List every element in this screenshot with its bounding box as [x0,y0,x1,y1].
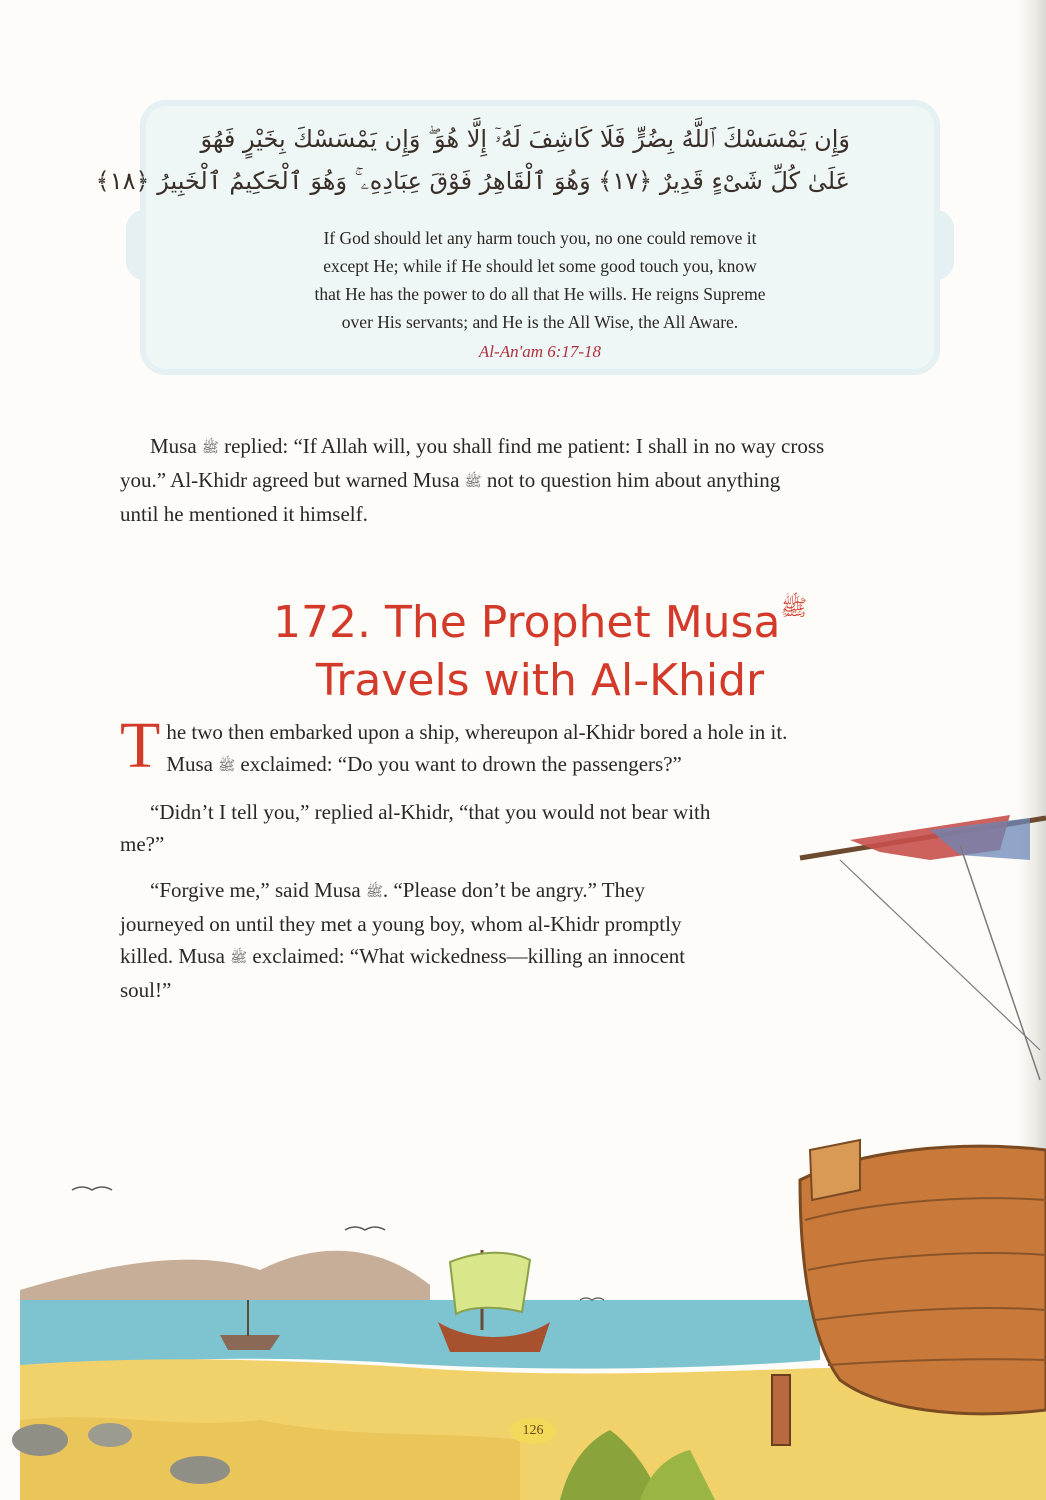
pbuh-symbol: ﷺ [230,950,248,966]
story-text: journeyed on until they met a young boy, whom al-Khidr promptly [120,912,682,936]
pbuh-symbol: ﷺ [780,596,808,621]
story-text: . “Please don’t be angry.” They [382,878,645,902]
rock-icon [88,1423,132,1447]
large-boat-hull-icon [800,1140,1046,1414]
arabic-verse-line: وَإِن يَمْسَسْكَ ٱللَّهُ بِضُرٍّ فَلَا كَاشِفَ لَهُۥٓ إِلَّا هُوَ ۖ وَإِن يَمْسَسْكَ بِخَيْرٍ فَهُوَ [200,125,850,153]
sea-icon [20,1300,820,1370]
drop-cap: T [120,709,161,782]
pbuh-symbol: ﷺ [366,884,383,900]
intro-text: not to question him about anything [486,468,781,492]
bird-icon [72,1187,112,1190]
bird-icon [580,1298,604,1300]
story-text: Musa [166,752,213,776]
pbuh-symbol: ﷺ [201,440,219,456]
verse-translation-line: If God should let any harm touch you, no one could remove it [323,228,757,248]
story-text: killed. Musa [120,944,225,968]
verse-translation-line: over His servants; and He is the All Wise, the All Aware. [341,312,739,332]
mooring-post-icon [772,1375,790,1445]
story-text: exclaimed: “What wickedness—killing an innocent [252,944,686,968]
rock-icon [12,1424,68,1456]
intro-text: Musa [150,434,197,458]
verse-translation-line: that He has the power to do all that He wills. He reigns Supreme [314,284,766,304]
bird-icon [345,1227,385,1230]
intro-text: you.” Al-Khidr agreed but warned Musa [120,468,460,492]
intro-text: replied: “If Allah will, you shall find me patient: I shall in no way cross [224,434,825,458]
pbuh-symbol: ﷺ [464,474,482,490]
story-text: he two then embarked upon a ship, whereupon al-Khidr bored a hole in it. [166,720,788,744]
chapter-heading-line: Travels with Al-Khidr [315,655,765,706]
rock-icon [170,1456,230,1484]
verse-translation-line: except He; while if He should let some good touch you, know [323,256,757,276]
story-text: soul!” [120,978,172,1002]
arabic-verse-line: عَلَىٰ كُلِّ شَىْءٍ قَدِيرٌ ﴿١٧﴾ وَهُوَ ٱلْقَاهِرُ فَوْقَ عِبَادِهِۦ ۚ وَهُوَ ٱلْحَكِيمُ ٱلْخَبِيرُ ﴿١٨﴾ [95,167,850,195]
story-text: me?” [120,832,165,856]
story-text: “Forgive me,” said Musa [150,878,361,902]
ship-mast-icon [800,815,1046,1080]
pbuh-symbol: ﷺ [218,758,236,774]
story-text: “Didn’t I tell you,” replied al-Khidr, “that you would not bear with [150,800,711,824]
page-number: 126 [510,1418,556,1444]
intro-text: until he mentioned it himself. [120,502,368,526]
story-text: exclaimed: “Do you want to drown the passengers?” [240,752,682,776]
chapter-heading-line: 172. The Prophet Musa [272,597,781,648]
verse-reference: Al-An'am 6:17-18 [478,342,602,361]
